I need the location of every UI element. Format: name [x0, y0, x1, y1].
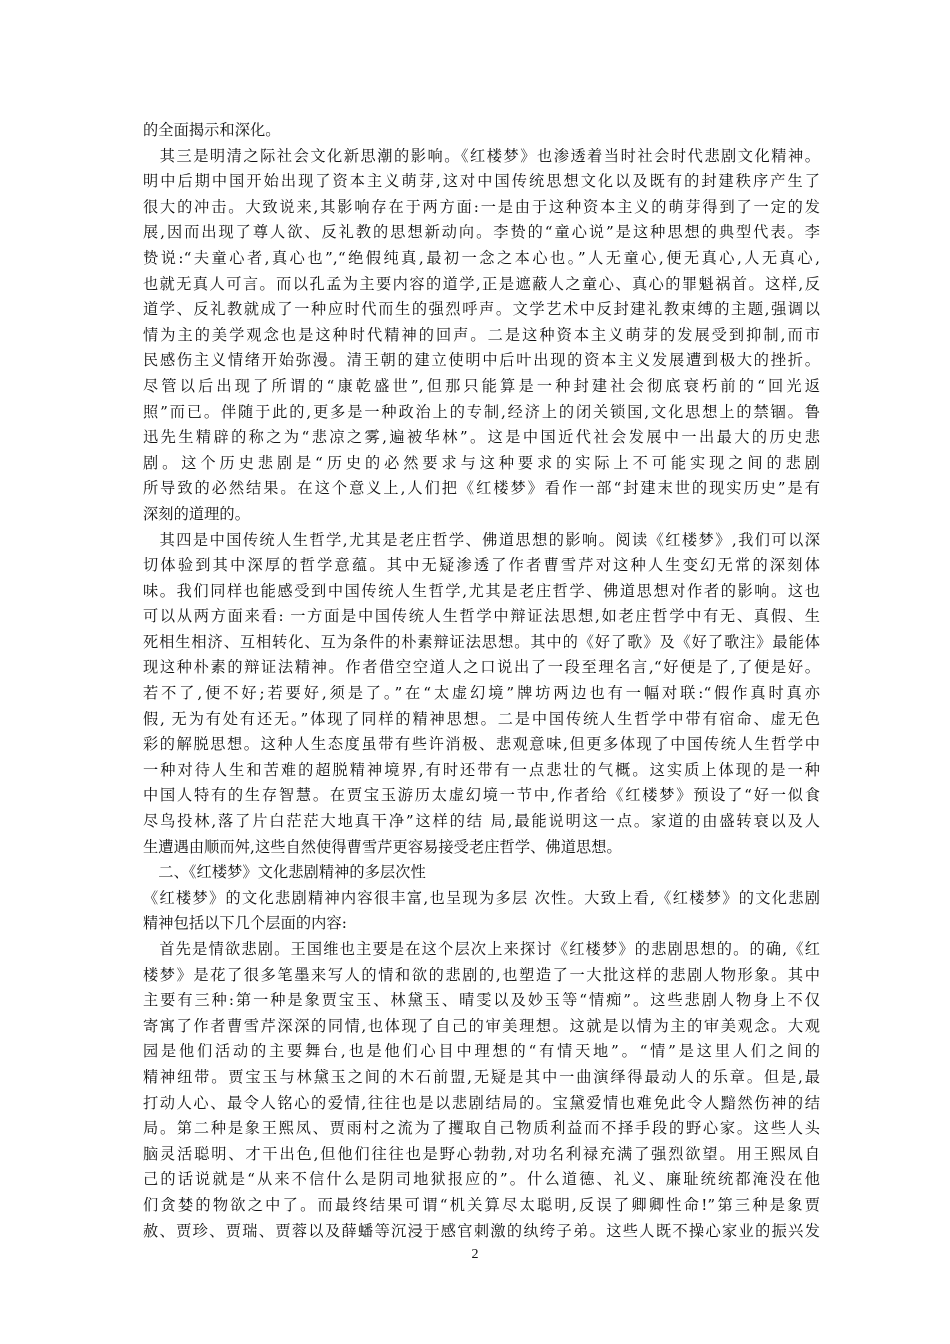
- text-line: 味。我们同样也能感受到中国传统人生哲学,尤其是老庄哲学、佛道思想对作者的影响。这也: [143, 581, 820, 600]
- text-line: 可以从两方面来看: 一方面是中国传统人生哲学中辩证法思想,如老庄哲学中有无、真假、生: [143, 607, 820, 626]
- text-line: 首先是情欲悲剧。王国维也主要是在这个层次上来探讨《红楼梦》的悲剧思想的。的确,《红: [143, 940, 820, 958]
- text-line: 们贪婪的物欲之中了。而最终结果可谓“机关算尽太聪明,反误了卿卿性命!”第三种是象贾: [143, 1195, 820, 1214]
- text-line: 展,因而出现了尊人欲、反礼教的思想新动向。李贽的“童心说”是这种思想的典型代表。李: [143, 223, 820, 242]
- text-line: 尽管以后出现了所谓的“康乾盛世”,但那只能算是一种封建社会彻底衰朽前的“回光返: [143, 376, 820, 395]
- text-line: 道学、反礼教就成了一种应时代而生的强烈呼声。文学艺术中反封建礼教束缚的主题,强调以: [143, 300, 820, 319]
- text-line: 明中后期中国开始出现了资本主义萌芽,这对中国传统思想文化以及既有的封建秩序产生了: [143, 172, 820, 191]
- text-line: 迅先生精辟的称之为“悲凉之雾,遍被华林”。这是中国近代社会发展中一出最大的历史悲: [143, 428, 820, 447]
- text-line: 照”而已。伴随于此的,更多是一种政治上的专制,经济上的闭关锁国,文化思想上的禁锢。鲁: [143, 402, 820, 421]
- text-line: 一种对待人生和苦难的超脱精神境界,有时还带有一点悲壮的气概。这实质上体现的是一种: [143, 760, 820, 779]
- text-line: 假, 无为有处有还无。”体现了同样的精神思想。二是中国传统人生哲学中带有宿命、虚无色: [143, 709, 820, 728]
- text-line: 局。第二种是象王熙凤、贾雨村之流为了攫取自己物质利益而不择手段的野心家。这些人头: [143, 1119, 820, 1138]
- text-line: 情为主的美学观念也是这种时代精神的回声。二是这种资本主义萌芽的发展受到抑制,而市: [143, 325, 820, 344]
- text-line: 彩的解脱思想。这种人生态度虽带有些许消极、悲观意味,但更多体现了中国传统人生哲学中: [143, 735, 820, 754]
- text-line: 尽鸟投林,落了片白茫茫大地真干净”这样的结 局,最能说明这一点。家道的由盛转衰以及人: [143, 812, 820, 831]
- text-line: 脑灵活聪明、才干出色,但他们往往也是野心勃勃,对功名利禄充满了强烈欲望。用王熙凤自: [143, 1144, 820, 1163]
- text-line: 《红楼梦》的文化悲剧精神内容很丰富,也呈现为多层 次性。大致上看,《红楼梦》的文化悲剧: [143, 888, 820, 907]
- text-line: 己的话说就是“从来不信什么是阴司地狱报应的”。什么道德、礼义、廉耻统统都淹没在他: [143, 1170, 820, 1189]
- text-line: 也就无真人可言。而以孔孟为主要内容的道学,正是遮蔽人之童心、真心的罪魁祸首。这样,反: [143, 274, 820, 293]
- text-line: 其四是中国传统人生哲学,尤其是老庄哲学、佛道思想的影响。阅读《红楼梦》,我们可以深: [143, 530, 820, 549]
- text-line: 中国人特有的生存智慧。在贾宝玉游历太虚幻境一节中,作者给《红楼梦》预设了“好一似食: [143, 786, 820, 805]
- text-line: 贽说:“夫童心者,真心也”,“绝假纯真,最初一念之本心也。”人无童心,便无真心,人无真心,: [143, 248, 820, 267]
- text-line: 现这种朴素的辩证法精神。作者借空空道人之口说出了一段至理名言,“好便是了,了便是好。: [143, 658, 820, 677]
- text-line: 精神包括以下几个层面的内容:: [143, 914, 347, 933]
- text-line: 死相生相济、互相转化、互为条件的朴素辩证法思想。其中的《好了歌》及《好了歌注》最能体: [143, 632, 820, 651]
- text-line: 园是他们活动的主要舞台,也是他们心目中理想的“有情天地”。“情”是这里人们之间的: [143, 1042, 820, 1061]
- text-line: 寄寓了作者曹雪芹深深的同情,也体现了自己的审美理想。这就是以情为主的审美观念。大观: [143, 1016, 820, 1035]
- text-line: 打动人心、最令人铭心的爱情,往往也是以悲剧结局的。宝黛爱情也难免此令人黯然伤神的结: [143, 1093, 820, 1112]
- text-line: 深刻的道理的。: [143, 504, 251, 523]
- text-line: 民感伤主义情绪开始弥漫。清王朝的建立使明中后叶出现的资本主义发展遭到极大的挫折。: [143, 351, 820, 370]
- text-line: 的全面揭示和深化。: [143, 121, 281, 139]
- text-line: 主要有三种:第一种是象贾宝玉、林黛玉、晴雯以及妙玉等“情痴”。这些悲剧人物身上不仅: [143, 991, 820, 1010]
- text-line: 很大的冲击。大致说来,其影响存在于两方面:一是由于这种资本主义的萌芽得到了一定的发: [143, 197, 820, 216]
- text-line: 精神纽带。贾宝玉与林黛玉之间的木石前盟,无疑是其中一曲演绎得最动人的乐章。但是,最: [143, 1067, 820, 1086]
- text-line: 楼梦》是花了很多笔墨来写人的情和欲的悲剧的,也塑造了一大批这样的悲剧人物形象。其中: [143, 965, 820, 984]
- section-heading: 二、《红楼梦》文化悲剧精神的多层次性: [143, 863, 426, 882]
- text-line: 切体验到其中深厚的哲学意蕴。其中无疑渗透了作者曹雪芹对这种人生变幻无常的深刻体: [143, 556, 820, 575]
- text-line: 其三是明清之际社会文化新思潮的影响。《红楼梦》也渗透着当时社会时代悲剧文化精神。: [143, 146, 820, 165]
- text-line: 若不了,便不好;若要好,须是了。”在“太虚幻境”牌坊两边也有一幅对联:“假作真时真亦: [143, 684, 820, 703]
- text-line: 剧。这个历史悲剧是“历史的必然要求与这种要求的实际上不可能实现之间的悲剧: [143, 453, 820, 472]
- page-number: 2: [471, 1247, 479, 1262]
- document-body: [143, 118, 820, 1244]
- text-line: 所导致的必然结果。在这个意义上,人们把《红楼梦》看作一部“封建末世的现实历史”是有: [143, 479, 820, 498]
- text-line: 赦、贾珍、贾瑞、贾蓉以及薛蟠等沉浸于感官刺激的纨绔子弟。这些人既不操心家业的振兴发: [143, 1221, 820, 1240]
- text-line: 生遭遇由顺而舛,这些自然使得曹雪芹更容易接受老庄哲学、佛道思想。: [143, 837, 622, 856]
